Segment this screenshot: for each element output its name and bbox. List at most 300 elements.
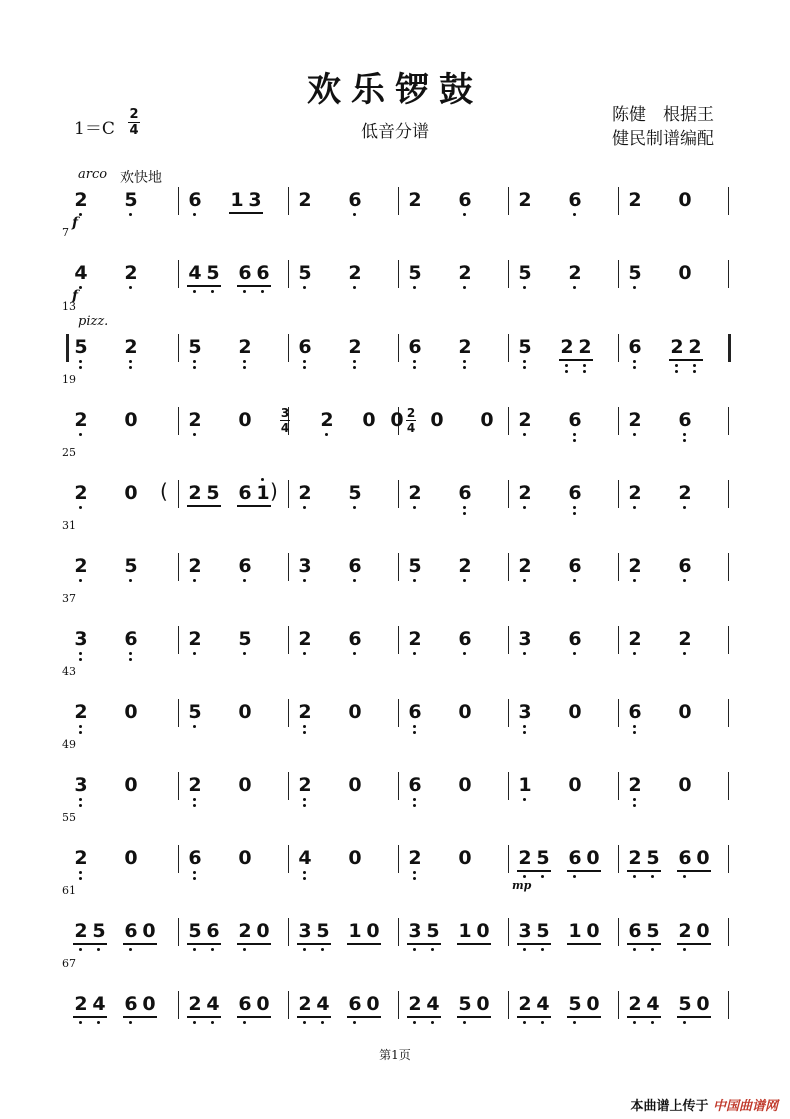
octave-dot-low — [413, 871, 416, 874]
note: 4 — [92, 993, 106, 1015]
octave-dot-low — [633, 366, 636, 369]
note: 2 — [628, 189, 642, 211]
note: 5 — [536, 847, 550, 869]
octave-dot-low — [413, 360, 416, 363]
note: 4 — [188, 262, 202, 284]
octave-dot-low — [303, 798, 306, 801]
barline — [178, 845, 179, 873]
octave-dot-low — [79, 286, 82, 289]
barline — [288, 845, 289, 873]
note: 0 — [568, 701, 582, 723]
octave-dot-low — [129, 366, 132, 369]
note: 6 — [124, 628, 138, 650]
barline — [728, 991, 729, 1019]
barline — [288, 626, 289, 654]
octave-dot-low — [243, 579, 246, 582]
octave-dot-low — [523, 366, 526, 369]
note: 2 — [560, 336, 574, 358]
octave-dot-low — [193, 433, 196, 436]
note: 5 — [518, 336, 532, 358]
octave-dot-low — [633, 652, 636, 655]
note: 6 — [298, 336, 312, 358]
octave-dot-low — [675, 370, 678, 373]
barline — [508, 699, 509, 727]
note: 2 — [298, 993, 312, 1015]
barline — [618, 845, 619, 873]
note: 1 — [568, 920, 582, 942]
octave-dot-low — [211, 948, 214, 951]
octave-dot-low — [573, 652, 576, 655]
note: 6 — [348, 628, 362, 650]
barline — [398, 991, 399, 1019]
barline — [288, 991, 289, 1019]
note: 5 — [536, 920, 550, 942]
note: 3 — [518, 701, 532, 723]
barline — [288, 260, 289, 288]
note: 0 — [476, 920, 490, 942]
note: 0 — [390, 409, 404, 431]
note: 2 — [74, 847, 88, 869]
dynamic-mark: mp — [512, 879, 532, 892]
note: 6 — [188, 847, 202, 869]
barline — [508, 553, 509, 581]
octave-dot-low — [303, 804, 306, 807]
octave-dot-low — [261, 290, 264, 293]
note: 0 — [142, 993, 156, 1015]
ts-bottom: 4 — [406, 421, 416, 435]
credit-line-1: 陈健 根据王 — [612, 105, 714, 125]
octave-dot-low — [565, 370, 568, 373]
octave-dot-low — [303, 579, 306, 582]
note: 0 — [238, 701, 252, 723]
octave-dot-low — [79, 877, 82, 880]
beam-underline — [627, 870, 661, 872]
octave-dot-low — [129, 658, 132, 661]
note: 0 — [124, 847, 138, 869]
octave-dot-low — [675, 364, 678, 367]
octave-dot-low — [79, 1021, 82, 1024]
note: 2 — [74, 189, 88, 211]
line-number: 49 — [62, 738, 76, 751]
note: 2 — [320, 409, 334, 431]
octave-dot-low — [79, 579, 82, 582]
octave-dot-low — [193, 366, 196, 369]
note: 6 — [628, 701, 642, 723]
octave-dot-low — [651, 1021, 654, 1024]
note: 6 — [458, 482, 472, 504]
note: 5 — [92, 920, 106, 942]
part-subtitle: 低音分谱 — [361, 122, 429, 142]
octave-dot-low — [565, 364, 568, 367]
beam-underline — [73, 943, 107, 945]
note: 2 — [458, 336, 472, 358]
line-number: 13 — [62, 300, 76, 313]
octave-dot-low — [303, 366, 306, 369]
octave-dot-low — [353, 506, 356, 509]
note: 2 — [238, 336, 252, 358]
octave-dot-low — [683, 1021, 686, 1024]
note: 0 — [678, 701, 692, 723]
note: 6 — [124, 993, 138, 1015]
octave-dot-low — [193, 871, 196, 874]
octave-dot-low — [353, 213, 356, 216]
note: 2 — [348, 336, 362, 358]
note: 2 — [518, 189, 532, 211]
line-number: 43 — [62, 665, 76, 678]
barline — [178, 772, 179, 800]
octave-dot-low — [573, 433, 576, 436]
octave-dot-low — [633, 948, 636, 951]
note: 5 — [408, 555, 422, 577]
note: 0 — [256, 993, 270, 1015]
octave-dot-low — [633, 804, 636, 807]
note: 6 — [628, 336, 642, 358]
note: 2 — [628, 628, 642, 650]
octave-dot-low — [463, 579, 466, 582]
barline — [728, 187, 729, 215]
note: 2 — [188, 409, 202, 431]
line-number: 25 — [62, 446, 76, 459]
note: 0 — [362, 409, 376, 431]
note: 2 — [74, 409, 88, 431]
parenthesis-open: ( — [160, 479, 168, 503]
barline — [178, 553, 179, 581]
octave-dot-low — [79, 658, 82, 661]
note: 3 — [74, 628, 88, 650]
octave-dot-low — [523, 948, 526, 951]
octave-dot-low — [413, 877, 416, 880]
note: 2 — [578, 336, 592, 358]
note: 5 — [518, 262, 532, 284]
beam-underline — [559, 359, 593, 361]
note: 6 — [568, 555, 582, 577]
octave-dot-low — [413, 731, 416, 734]
octave-dot-low — [633, 725, 636, 728]
octave-dot-low — [303, 731, 306, 734]
beam-underline — [297, 943, 331, 945]
note: 5 — [124, 555, 138, 577]
note: 6 — [238, 482, 252, 504]
octave-dot-low — [573, 512, 576, 515]
note: 0 — [678, 774, 692, 796]
barline — [618, 699, 619, 727]
beam-underline — [237, 1016, 271, 1018]
watermark — [630, 1095, 778, 1114]
note: 5 — [678, 993, 692, 1015]
octave-dot-low — [693, 370, 696, 373]
note: 2 — [238, 920, 252, 942]
note: 0 — [366, 920, 380, 942]
octave-dot-low — [573, 213, 576, 216]
octave-dot-low — [321, 1021, 324, 1024]
octave-dot-low — [353, 652, 356, 655]
octave-dot-low — [633, 286, 636, 289]
note: 2 — [688, 336, 702, 358]
beam-underline — [237, 285, 271, 287]
octave-dot-low — [523, 360, 526, 363]
octave-dot-low — [193, 804, 196, 807]
note: 4 — [536, 993, 550, 1015]
octave-dot-low — [79, 871, 82, 874]
octave-dot-low — [523, 798, 526, 801]
ts-bottom: 4 — [280, 421, 290, 435]
note: 1 — [458, 920, 472, 942]
note: 3 — [74, 774, 88, 796]
barline — [618, 626, 619, 654]
note: 2 — [188, 482, 202, 504]
note: 2 — [678, 920, 692, 942]
line-number: 7 — [62, 226, 69, 239]
octave-dot-low — [523, 731, 526, 734]
note: 2 — [74, 482, 88, 504]
note: 0 — [586, 993, 600, 1015]
barline — [508, 991, 509, 1019]
performance-mark: pizz. — [78, 314, 109, 329]
note: 6 — [348, 993, 362, 1015]
ts-top: 2 — [406, 406, 416, 420]
octave-dot-low — [353, 1021, 356, 1024]
beam-underline — [567, 870, 601, 872]
note: 5 — [458, 993, 472, 1015]
barline — [728, 260, 729, 288]
barline — [728, 845, 729, 873]
note: 6 — [408, 774, 422, 796]
note: 6 — [458, 189, 472, 211]
barline — [508, 918, 509, 946]
note: 2 — [408, 628, 422, 650]
octave-dot-low — [79, 804, 82, 807]
barline — [178, 699, 179, 727]
octave-dot-low — [413, 798, 416, 801]
beam-underline — [73, 1016, 107, 1018]
barline — [178, 918, 179, 946]
octave-dot-low — [97, 1021, 100, 1024]
note: 3 — [248, 189, 262, 211]
barline — [178, 626, 179, 654]
octave-dot-low — [353, 366, 356, 369]
octave-dot-low — [193, 290, 196, 293]
beam-underline — [517, 1016, 551, 1018]
octave-dot-low — [583, 364, 586, 367]
barline — [288, 918, 289, 946]
note: 0 — [458, 701, 472, 723]
octave-dot-low — [79, 948, 82, 951]
octave-dot-low — [193, 1021, 196, 1024]
note: 3 — [518, 920, 532, 942]
octave-dot-low — [303, 725, 306, 728]
note: 2 — [518, 482, 532, 504]
barline — [618, 187, 619, 215]
note: 6 — [348, 555, 362, 577]
beam-underline — [237, 505, 271, 507]
octave-dot-low — [583, 370, 586, 373]
octave-dot-low — [523, 433, 526, 436]
note: 2 — [408, 847, 422, 869]
parenthesis-close: ) — [270, 479, 278, 503]
barline — [728, 699, 729, 727]
note: 5 — [188, 701, 202, 723]
note: 2 — [458, 262, 472, 284]
octave-dot-low — [303, 506, 306, 509]
barline — [288, 334, 289, 362]
note: 0 — [476, 993, 490, 1015]
octave-dot-low — [633, 579, 636, 582]
barline — [178, 260, 179, 288]
octave-dot-low — [129, 948, 132, 951]
octave-dot-low — [353, 286, 356, 289]
note: 5 — [188, 920, 202, 942]
note: 5 — [628, 262, 642, 284]
note: 6 — [458, 628, 472, 650]
barline — [728, 626, 729, 654]
octave-dot-low — [79, 360, 82, 363]
octave-dot-low — [633, 875, 636, 878]
octave-dot-low — [243, 948, 246, 951]
octave-dot-low — [129, 652, 132, 655]
note: 2 — [678, 628, 692, 650]
octave-dot-low — [413, 579, 416, 582]
octave-dot-low — [79, 652, 82, 655]
note: 2 — [124, 336, 138, 358]
octave-dot-low — [523, 286, 526, 289]
octave-dot-low — [463, 286, 466, 289]
note: 5 — [206, 262, 220, 284]
beam-underline — [123, 1016, 157, 1018]
line-number: 37 — [62, 592, 76, 605]
octave-dot-low — [413, 286, 416, 289]
octave-dot-low — [633, 433, 636, 436]
beam-underline — [297, 1016, 331, 1018]
beam-underline — [407, 943, 441, 945]
beam-underline — [347, 943, 381, 945]
barline — [728, 772, 729, 800]
octave-dot-low — [243, 366, 246, 369]
barline — [288, 699, 289, 727]
barline — [288, 480, 289, 508]
octave-dot-low — [651, 875, 654, 878]
octave-dot-low — [129, 286, 132, 289]
barline — [398, 845, 399, 873]
octave-dot-low — [413, 1021, 416, 1024]
barline — [618, 918, 619, 946]
octave-dot-low — [211, 1021, 214, 1024]
note: 2 — [628, 555, 642, 577]
note: 2 — [518, 993, 532, 1015]
barline — [618, 772, 619, 800]
note: 5 — [316, 920, 330, 942]
note: 6 — [256, 262, 270, 284]
octave-dot-low — [683, 948, 686, 951]
barline — [178, 480, 179, 508]
octave-dot-low — [463, 506, 466, 509]
octave-dot-low — [463, 213, 466, 216]
note: 3 — [298, 555, 312, 577]
barline — [398, 918, 399, 946]
note: 2 — [298, 189, 312, 211]
note: 6 — [238, 993, 252, 1015]
note: 6 — [188, 189, 202, 211]
beam-underline — [517, 943, 551, 945]
octave-dot-low — [79, 213, 82, 216]
octave-dot-low — [79, 798, 82, 801]
note: 4 — [298, 847, 312, 869]
barline — [508, 772, 509, 800]
barline — [618, 553, 619, 581]
octave-dot-low — [523, 875, 526, 878]
note: 2 — [678, 482, 692, 504]
octave-dot-low — [353, 579, 356, 582]
note: 6 — [678, 847, 692, 869]
note: 0 — [256, 920, 270, 942]
note: 0 — [430, 409, 444, 431]
ts-top: 3 — [280, 406, 290, 420]
beam-underline — [567, 943, 601, 945]
note: 3 — [408, 920, 422, 942]
octave-dot-low — [413, 366, 416, 369]
note: 6 — [124, 920, 138, 942]
octave-dot-low — [573, 439, 576, 442]
note: 4 — [316, 993, 330, 1015]
note: 1 — [256, 482, 270, 504]
note: 2 — [124, 262, 138, 284]
barline — [178, 991, 179, 1019]
note: 6 — [678, 409, 692, 431]
barline — [508, 187, 509, 215]
octave-dot-low — [129, 1021, 132, 1024]
note: 2 — [74, 701, 88, 723]
beam-underline — [677, 1016, 711, 1018]
octave-dot-low — [129, 213, 132, 216]
octave-dot-low — [303, 1021, 306, 1024]
beam-underline — [237, 943, 271, 945]
note: 5 — [646, 847, 660, 869]
credit-line-2: 健民制谱编配 — [612, 129, 714, 149]
note: 2 — [188, 993, 202, 1015]
note: 4 — [206, 993, 220, 1015]
beam-underline — [229, 212, 263, 214]
beam-underline — [457, 1016, 491, 1018]
barline — [398, 480, 399, 508]
barline — [288, 772, 289, 800]
octave-dot-low — [193, 877, 196, 880]
barline — [178, 407, 179, 435]
octave-dot-low — [573, 286, 576, 289]
note: 5 — [426, 920, 440, 942]
octave-dot-low — [243, 1021, 246, 1024]
octave-dot-low — [79, 433, 82, 436]
note: 2 — [298, 774, 312, 796]
note: 2 — [74, 920, 88, 942]
note: 5 — [646, 920, 660, 942]
note: 5 — [568, 993, 582, 1015]
line-number: 55 — [62, 811, 76, 824]
octave-dot-low — [633, 798, 636, 801]
beam-underline — [669, 359, 703, 361]
octave-dot-low — [193, 652, 196, 655]
note: 6 — [628, 920, 642, 942]
octave-dot-low — [79, 725, 82, 728]
barline — [728, 407, 729, 435]
octave-dot-low — [651, 948, 654, 951]
octave-dot-low — [523, 1021, 526, 1024]
note: 2 — [568, 262, 582, 284]
note: 2 — [74, 555, 88, 577]
barline — [728, 553, 729, 581]
note: 6 — [568, 482, 582, 504]
barline — [618, 260, 619, 288]
note: 0 — [696, 847, 710, 869]
time-change-3-4 — [280, 407, 290, 434]
